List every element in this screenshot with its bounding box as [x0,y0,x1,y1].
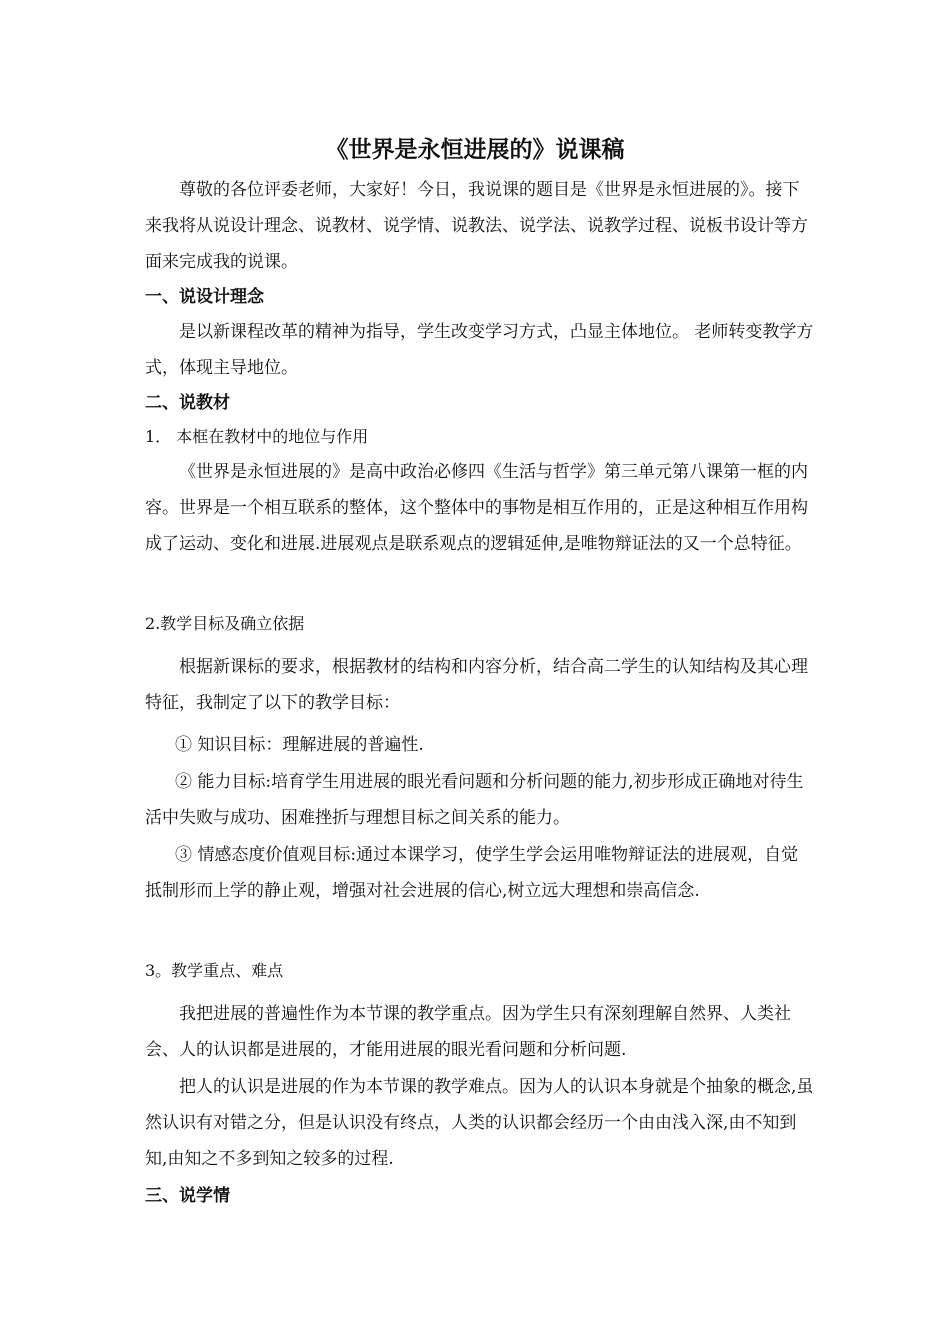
section-heading-textbook: 二、说教材 [145,393,230,413]
section-heading-learners: 三、说学情 [145,1186,230,1206]
position-role-paragraph: 《世界是永恒进展的》是高中政治必修四《生活与哲学》第三单元第八课第一框的内容。世界是一个相互联系的整体，这个整体中的事物是相互作用的，正是这种相互作用构成了运动、变化和进展.进展观点是联系观点的逻辑延伸,是唯物辩证法的又一个总特征。 [145,462,808,554]
document-title: 《世界是永恒进展的》说课稿 [325,137,625,163]
key-point-paragraph: 我把进展的普遍性作为本节课的教学重点。因为学生只有深刻理解自然界、人类社会、人的认识都是进展的，才能用进展的眼光看问题和分析问题. [145,1004,791,1060]
teaching-goals-paragraph: 根据新课标的要求，根据教材的结构和内容分析，结合高二学生的认知结构及其心理特征，我制定了以下的教学目标： [145,657,808,713]
subheading-teaching-goals: 2.教学目标及确立依据 [145,614,305,633]
subheading-key-points: 3。教学重点、难点 [145,961,284,980]
goal-ability: ② 能力目标:培育学生用进展的眼光看问题和分析问题的能力,初步形成正确地对待生活中失败与成功、困难挫折与理想目标之间关系的能力。 [145,772,804,828]
subheading-position-role: 1． 本框在教材中的地位与作用 [145,427,369,446]
design-paragraph: 是以新课程改革的精神为指导，学生改变学习方式，凸显主体地位。 老师转变教学方式，体现主导地位。 [145,322,814,378]
section-heading-design: 一、说设计理念 [145,287,264,307]
goal-attitude: ③ 情感态度价值观目标:通过本课学习，使学生学会运用唯物辩证法的进展观，自觉抵制形而上学的静止观，增强对社会进展的信心,树立远大理想和崇高信念. [145,845,799,901]
intro-paragraph: 尊敬的各位评委老师，大家好！今日，我说课的题目是《世界是永恒进展的》。接下来我将从说设计理念、说教材、说学情、说教法、说学法、说教学过程、说板书设计等方面来完成我的说课。 [145,180,808,272]
difficulty-paragraph: 把人的认识是进展的作为本节课的教学难点。因为人的认识本身就是个抽象的概念,虽然认识有对错之分，但是认识没有终点，人类的认识都会经历一个由由浅入深,由不知到知,由知之不多到知之较多的过程. [145,1077,814,1169]
goal-knowledge: ① 知识目标：理解进展的普遍性. [175,735,424,755]
